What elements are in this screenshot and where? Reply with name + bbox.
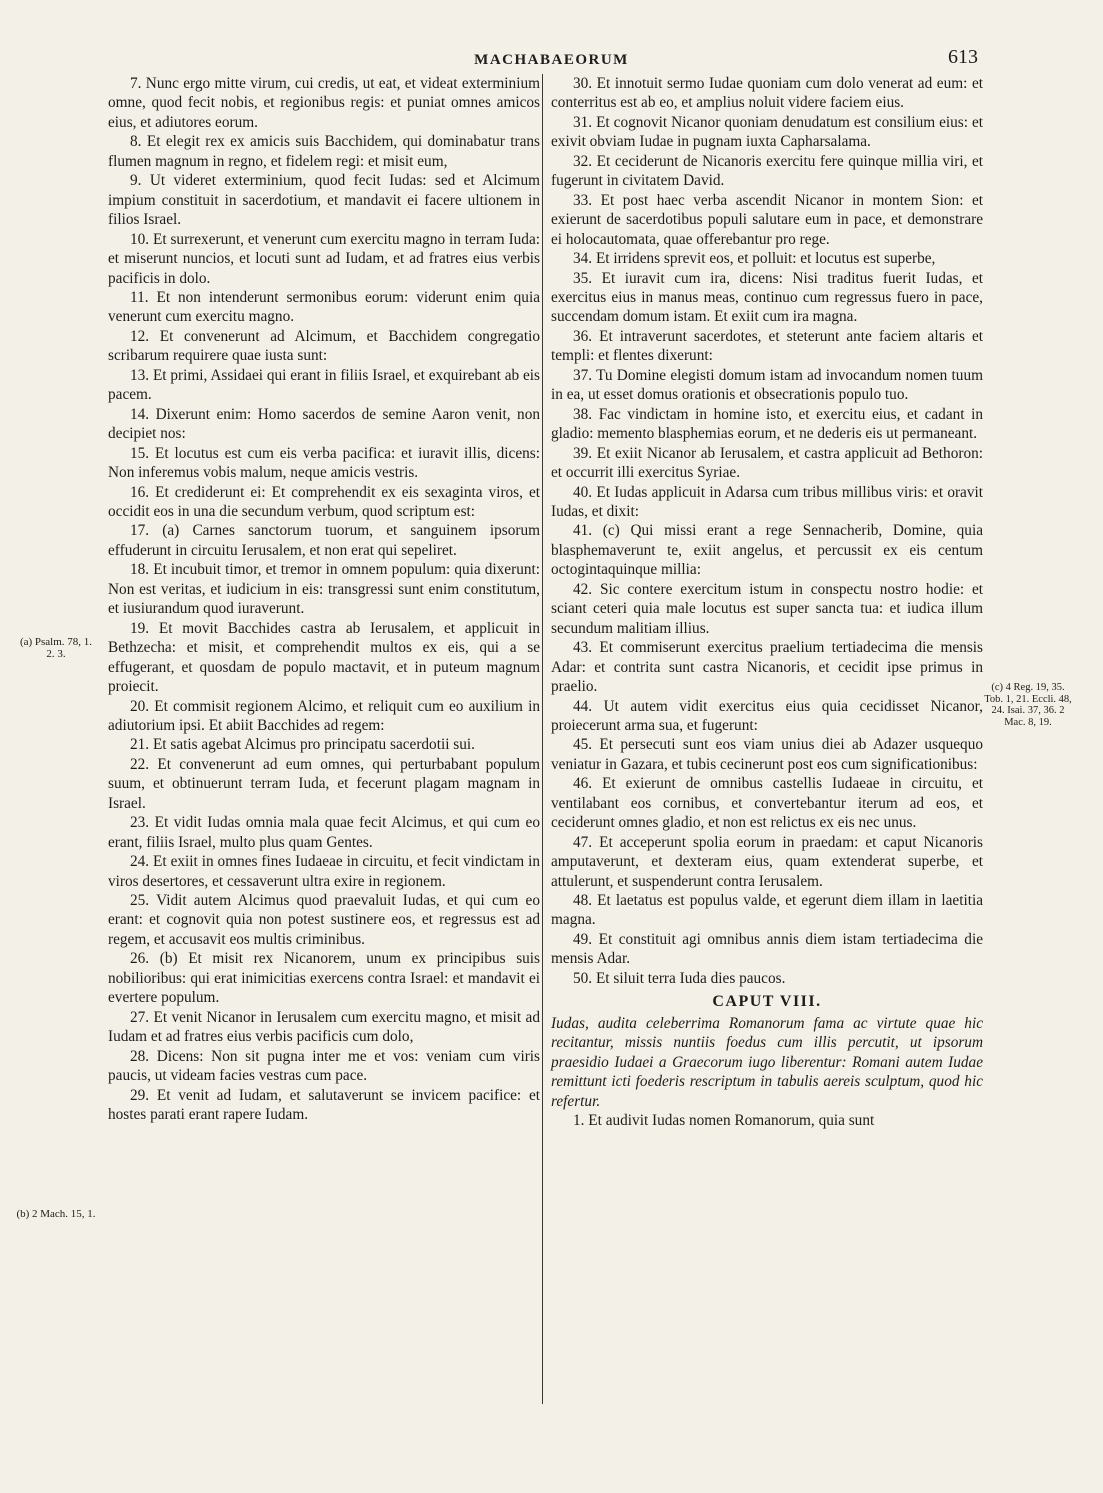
verse: 1. Et audivit Iudas nomen Romanorum, quia sunt	[573, 1112, 875, 1130]
verse: 9. Ut videret exterminium, quod fecit Iudas: sed et Alcimum impium constituit in sacerdotium, et mandavit ei facere ultionem in filios Israel.	[108, 172, 540, 229]
verse: 26. (b) Et misit rex Nicanorem, unum ex principibus suis nobilioribus: qui erat inimicitias exercens contra Israel: et mandavit ei evertere populum.	[108, 950, 540, 1007]
verse: 46. Et exierunt de omnibus castellis Iudaeae in circuitu, et ventilabant eos cornibus, et convertebantur iterum ad eos, et ceciderunt omnes gladio, et non est relictus ex eis nec unus.	[551, 775, 983, 832]
verse: 24. Et exiit in omnes fines Iudaeae in circuitu, et fecit vindictam in viros desertores, et cessaverunt ultra exire in regionem.	[108, 853, 540, 890]
verse: 22. Et convenerunt ad eum omnes, qui perturbabant populum suum, et obtinuerunt terram Iuda, et fecerunt plagam magnam in Israel.	[108, 755, 540, 812]
verse: 29. Et venit ad Iudam, et salutaverunt se invicem pacifice: et hostes parati erant rapere Iudam.	[108, 1086, 540, 1124]
verse: 7. Nunc ergo mitte virum, cui credis, ut eat, et videat exterminium omne, quod fecit nobis, et regionibus regis: et puniat omnes amicos eius, et adiutores eorum.	[108, 75, 540, 131]
verse: 44. Ut autem vidit exercitus eius quia cecidisset Nicanor, proiecerunt arma sua, et fugerunt:	[551, 697, 983, 734]
verse: 15. Et locutus est cum eis verba pacifica: et iuravit illis, dicens: Non inferemus vobis malum, neque amicis vestris.	[108, 444, 540, 482]
verse: 42. Sic contere exercitum istum in conspectu nostro hodie: et sciant ceteri quia male locutus est super sancta tua: et iudica illum secundum malitiam illius.	[551, 580, 983, 637]
verse: 10. Et surrexerunt, et venerunt cum exercitu magno in terram Iuda: et miserunt nuncios, et locuti sunt ad Iudam, et ad fratres eius verbis pacificis in dolo.	[108, 230, 540, 287]
verse: 32. Et ceciderunt de Nicanoris exercitu fere quinque millia viri, et fugerunt in civitatem David.	[551, 152, 983, 190]
verse: 39. Et exiit Nicanor ab Ierusalem, et castra applicuit ad Bethoron: et occurrit illi exercitus Syriae.	[551, 444, 983, 482]
verse: 27. Et venit Nicanor in Ierusalem cum exercitu magno, et misit ad Iudam et ad fratres eius verbis pacificis cum dolo,	[108, 1008, 540, 1046]
page-number: 613	[948, 46, 978, 68]
right-column	[551, 74, 983, 1130]
verse: 11. Et non intenderunt sermonibus eorum: viderunt enim quia venerunt cum exercitu magno.	[108, 288, 540, 326]
verse: 48. Et laetatus est populus valde, et egerunt diem illam in laetitia magna.	[551, 892, 983, 929]
verse: 38. Fac vindictam in homine isto, et exercitu eius, et cadant in gladio: memento blasphemias eorum, et ne dederis eis ut permaneant.	[551, 405, 983, 443]
verse: 45. Et persecuti sunt eos viam unius diei ab Adazer usquequo veniatur in Gazara, et tubis cecinerunt post eos cum significationibus:	[551, 736, 983, 773]
verse: 40. Et Iudas applicuit in Adarsa cum tribus millibus viris: et oravit Iudas, et dixit:	[551, 483, 983, 520]
verse: 31. Et cognovit Nicanor quoniam denudatum est consilium eius: et exivit obviam Iudae in pugnam iuxta Capharsalama.	[551, 113, 983, 151]
verse: 47. Et acceperunt spolia eorum in praedam: et caput Nicanoris amputaverunt, et dexteram eius, quam extenderat superbe, et attulerunt, et suspenderunt contra Ierusalem.	[551, 833, 983, 890]
margin-note-a: (a) Psalm. 78, 1. 2. 3.	[19, 636, 93, 660]
left-column	[108, 74, 540, 1124]
verse: 36. Et intraverunt sacerdotes, et steterunt ante faciem altaris et templi: et flentes dixerunt:	[551, 327, 983, 365]
verse: 33. Et post haec verba ascendit Nicanor in montem Sion: et exierunt de sacerdotibus populi salutare eum in pace, et demonstrare ei holocautomata, quae offerebantur pro rege.	[551, 191, 983, 248]
margin-note-c: (c) 4 Reg. 19, 35. Tob. 1, 21. Eccli. 48, 24. Isai. 37, 36. 2 Mac. 8, 19.	[984, 682, 1072, 728]
running-head: MACHABAEORUM	[474, 52, 629, 68]
verse: 41. (c) Qui missi erant a rege Sennacherib, Domine, quia blasphemaverunt te, exiit angelus, et percussit ex eis centum octogintaquinque millia:	[551, 522, 983, 579]
verse: 50. Et siluit terra Iuda dies paucos.	[573, 969, 786, 987]
verse: 25. Vidit autem Alcimus quod praevaluit Iudas, et qui cum eo erant: et cognovit quia non potest sustinere eos, et regressus est ad regem, et accusavit eos multis criminibus.	[108, 892, 540, 948]
verse: 49. Et constituit agi omnibus annis diem istam tertiadecima die mensis Adar.	[551, 930, 983, 968]
verse: 21. Et satis agebat Alcimus pro principatu sacerdotii sui.	[130, 736, 475, 754]
verse: 37. Tu Domine elegisti domum istam ad invocandum nomen tuum in ea, ut esset domus orationis et obsecrationis populo tuo.	[551, 366, 983, 404]
verse: 19. Et movit Bacchides castra ab Ierusalem, et applicuit in Bethzecha: et misit, et comprehendit multos ex eis, qui a se effugerant, et quosdam de populo mactavit, et in puteum magnum proiecit.	[108, 619, 540, 696]
verse: 8. Et elegit rex ex amicis suis Bacchidem, qui dominabatur trans flumen magnum in regno, et fidelem regi: et misit eum,	[108, 133, 540, 170]
chapter-summary: Iudas, audita celeberrima Romanorum fama ac virtute quae hic recitantur, missis nuntiis foedus cum illis percutit, ut ipsorum praesidio Iudaei a Graecorum iugo liberentur: Romani autem Iudae remittunt icti foederis rescriptum in tabulis aereis sculptum, quod hic refertur.	[551, 1014, 983, 1110]
verse: 30. Et innotuit sermo Iudae quoniam cum dolo venerat ad eum: et conterritus est ab eo, et amplius noluit videre faciem eius.	[551, 75, 983, 112]
verse: 18. Et incubuit timor, et tremor in omnem populum: quia dixerunt: Non est veritas, et iudicium in eis: transgressi sunt enim constitutum, et iusiurandum quod iuraverunt.	[108, 561, 540, 618]
verse: 12. Et convenerunt ad Alcimum, et Bacchidem congregatio scribarum requirere quae iusta sunt:	[108, 327, 540, 365]
verse: 23. Et vidit Iudas omnia mala quae fecit Alcimus, et qui cum eo erant, filiis Israel, multo plus quam Gentes.	[108, 814, 540, 851]
column-divider	[542, 74, 543, 1404]
verse: 20. Et commisit regionem Alcimo, et reliquit cum eo auxilium in adiutorium ipsi. Et abiit Bacchides ad regem:	[108, 697, 540, 734]
verse: 17. (a) Carnes sanctorum tuorum, et sanguinem ipsorum effuderunt in circuitu Ierusalem, et non erat qui sepeliret.	[108, 522, 540, 559]
verse: 14. Dixerunt enim: Homo sacerdos de semine Aaron venit, non decipiet nos:	[108, 405, 540, 443]
margin-note-b: (b) 2 Mach. 15, 1.	[16, 1208, 96, 1220]
verse: 13. Et primi, Assidaei qui erant in filiis Israel, et exquirebant ab eis pacem.	[108, 366, 540, 404]
chapter-heading: CAPUT VIII.	[712, 993, 822, 1011]
verse: 28. Dicens: Non sit pugna inter me et vos: veniam cum viris paucis, ut videam facies vestras cum pace.	[108, 1047, 540, 1085]
verse: 35. Et iuravit cum ira, dicens: Nisi traditus fuerit Iudas, et exercitus eius in manus meas, continuo cum regressus fuero in pace, succendam domum istam. Et exiit cum ira magna.	[551, 269, 983, 326]
verse: 16. Et crediderunt ei: Et comprehendit ex eis sexaginta viros, et occidit eos in una die secundum verbum, quod scriptum est:	[108, 483, 540, 520]
verse: 34. Et irridens sprevit eos, et polluit: et locutus est superbe,	[573, 250, 936, 268]
verse: 43. Et commiserunt exercitus praelium tertiadecima die mensis Adar: et contrita sunt castra Nicanoris, et cecidit ipse primus in praelio.	[551, 639, 983, 696]
